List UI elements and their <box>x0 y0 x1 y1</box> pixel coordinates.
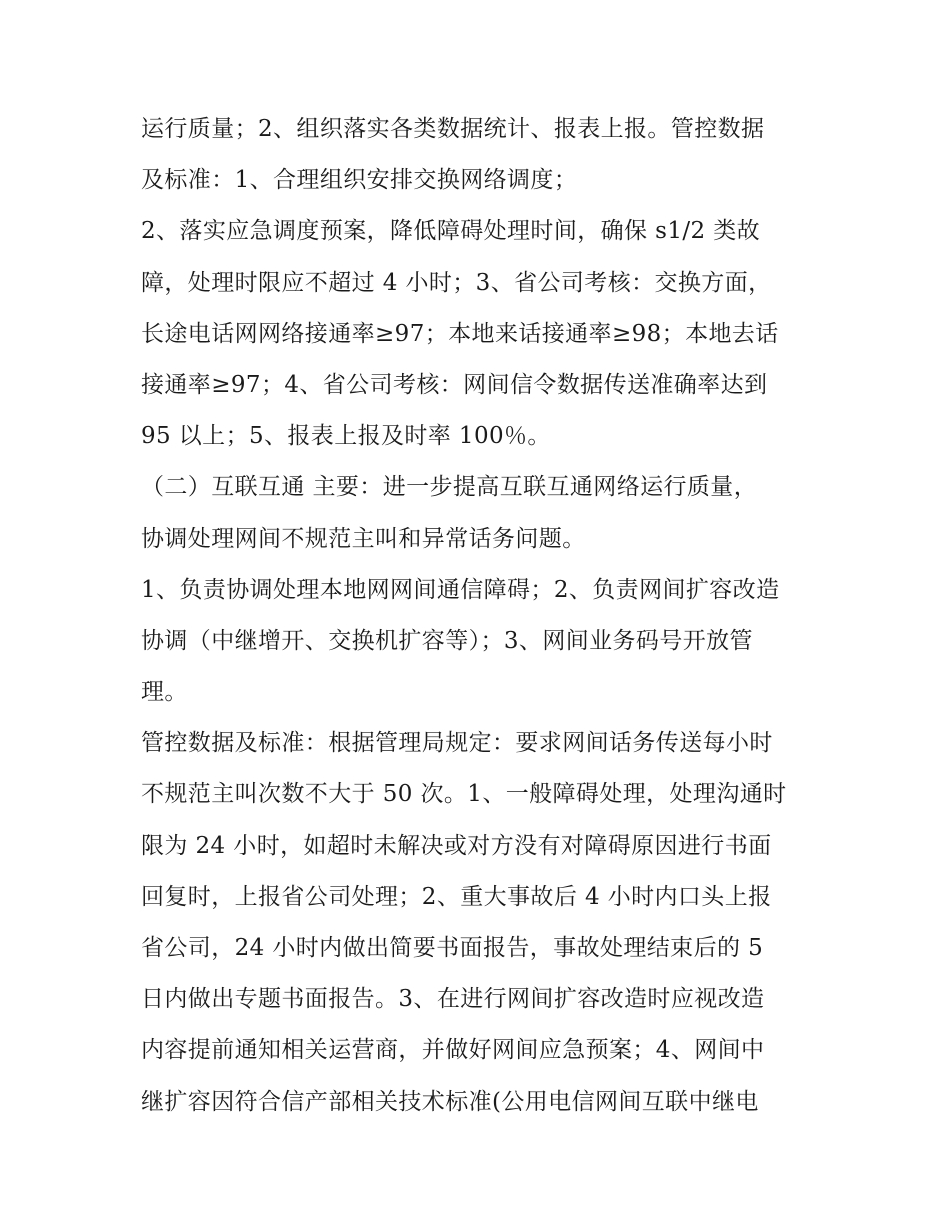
text-line-19: 内容提前通知相关运营商，并做好网间应急预案；4、网间中 <box>141 1037 765 1064</box>
text-line-2: 及标准：1、合理组织安排交换网络调度； <box>141 167 578 194</box>
text-line-17: 省公司，24 小时内做出简要书面报告，事故处理结束后的 5 <box>141 935 764 961</box>
text-line-18: 日内做出专题书面报告。3、在进行网间扩容改造时应视改造 <box>141 986 765 1013</box>
text-line-15: 限为 24 小时，如超时未解决或对方没有对障碍原因进行书面 <box>141 832 772 859</box>
text-line-3: 2、落实应急调度预案，降低障碍处理时间，确保 s1/2 类故 <box>141 218 761 245</box>
text-line-13: 管控数据及标准：根据管理局规定：要求网间话务传送每小时 <box>141 730 773 757</box>
section-heading-interconnection: （二）互联互通 主要：进一步提高互联互通网络运行质量， <box>141 474 758 501</box>
text-line-10: 1、负责协调处理本地网网间通信障碍；2、负责网间扩容改造 <box>141 576 780 603</box>
text-line-1: 运行质量；2、组织落实各类数据统计、报表上报。管控数据 <box>141 116 765 142</box>
text-line-14: 不规范主叫次数不大于 50 次。1、一般障碍处理，处理沟通时 <box>141 781 787 808</box>
text-line-7: 95 以上；5、报表上报及时率 100％。 <box>141 423 551 450</box>
text-line-16: 回复时，上报省公司处理；2、重大事故后 4 小时内口头上报 <box>141 883 772 910</box>
text-line-6: 接通率≥97；4、省公司考核：网间信令数据传送准确率达到 <box>141 371 768 398</box>
text-line-5: 长途电话网网络接通率≥97；本地来话接通率≥98；本地去话 <box>141 320 779 347</box>
text-line-20: 继扩容因符合信产部相关技术标准(公用电信网间互联中继电 <box>141 1088 759 1115</box>
text-line-11: 协调（中继增开、交换机扩容等）；3、网间业务码号开放管 <box>141 627 753 654</box>
text-line-4: 障，处理时限应不超过 4 小时；3、省公司考核：交换方面， <box>141 269 772 296</box>
text-line-12: 理。 <box>141 679 188 706</box>
text-line-9: 协调处理网间不规范主叫和异常话务问题。 <box>141 525 586 552</box>
document-body <box>141 104 831 1128</box>
